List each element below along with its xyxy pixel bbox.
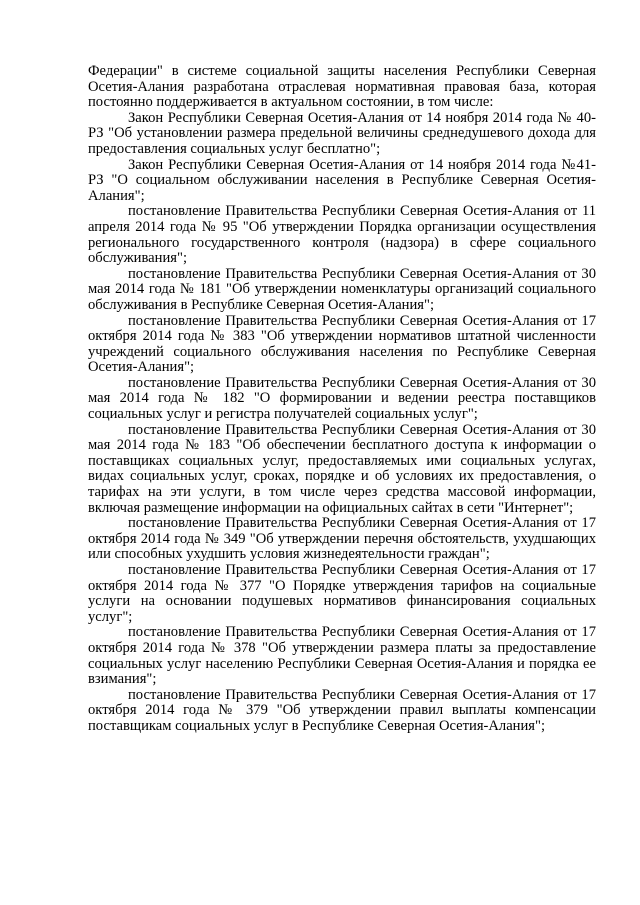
paragraph-law-40: Закон Республики Северная Осетия-Алания от 14 ноября 2014 года № 40-РЗ "Об установлении размера предельной величины среднедушевого дохода для предоставления социальных услуг бесплатно"; bbox=[88, 109, 596, 157]
paragraph-decree-183: постановление Правительства Республики Северная Осетия-Алания от 30 мая 2014 года № 183 "Об обеспечении бесплатного доступа к информации о поставщиках социальных услуг, предоставляемых ими социальных услугах, видах социальных услуг, сроках, порядке и об условиях их предоставления, о тарифах на эти услуги, в том числе через средства массовой информации, включая размещение информации на официальных сайтах в сети "Интернет"; bbox=[88, 421, 596, 516]
paragraph-decree-181: постановление Правительства Республики Северная Осетия-Алания от 30 мая 2014 года № 181 "Об утверждении номенклатуры организаций социального обслуживания в Республике Северная Осетия-Алания"; bbox=[88, 265, 596, 313]
paragraph-decree-383: постановление Правительства Республики Северная Осетия-Алания от 17 октября 2014 года № 383 "Об утверждении нормативов штатной численности учреждений социального обслуживания населения по Республике Северная Осетия-Алания"; bbox=[88, 312, 596, 376]
paragraph-decree-95: постановление Правительства Республики Северная Осетия-Алания от 11 апреля 2014 года № 95 "Об утверждении Порядка организации осуществления регионального государственного контроля (надзора) в сфере социального обслуживания"; bbox=[88, 203, 596, 267]
paragraph-decree-349: постановление Правительства Республики Северная Осетия-Алания от 17 октября 2014 года № 349 "Об утверждении перечня обстоятельств, ухудшающих или способных ухудшить условия жизнедеятельности граждан"; bbox=[88, 515, 596, 563]
document-body bbox=[88, 64, 596, 735]
paragraph-decree-182: постановление Правительства Республики Северная Осетия-Алания от 30 мая 2014 года № 182 "О формировании и ведении реестра поставщиков социальных услуг и регистра получателей социальных услуг"; bbox=[88, 374, 596, 423]
paragraph-decree-377: постановление Правительства Республики Северная Осетия-Алания от 17 октября 2014 года № 377 "О Порядке утверждения тарифов на социальные услуги на основании подушевых нормативов финансирования социальных услуг"; bbox=[88, 562, 596, 625]
paragraph-law-41: Закон Республики Северная Осетия-Алания от 14 ноября 2014 года №41-РЗ "О социальном обслуживании населения в Республике Северная Осетия-Алания"; bbox=[88, 156, 596, 204]
paragraph-decree-379: постановление Правительства Республики Северная Осетия-Алания от 17 октября 2014 года № 379 "Об утверждении правил выплаты компенсации поставщикам социальных услуг в Республике Северная Осетия-Алания"; bbox=[88, 686, 596, 734]
paragraph-decree-378: постановление Правительства Республики Северная Осетия-Алания от 17 октября 2014 года № 378 "Об утверждении размера платы за предоставление социальных услуг населению Республики Северная Осетия-Алания и порядка ее взимания"; bbox=[88, 624, 596, 688]
paragraph-intro: Федерации" в системе социальной защиты населения Республики Северная Осетия-Алания разработана отраслевая нормативная правовая база, которая постоянно поддерживается в актуальном состоянии, в том числе: bbox=[88, 63, 596, 111]
